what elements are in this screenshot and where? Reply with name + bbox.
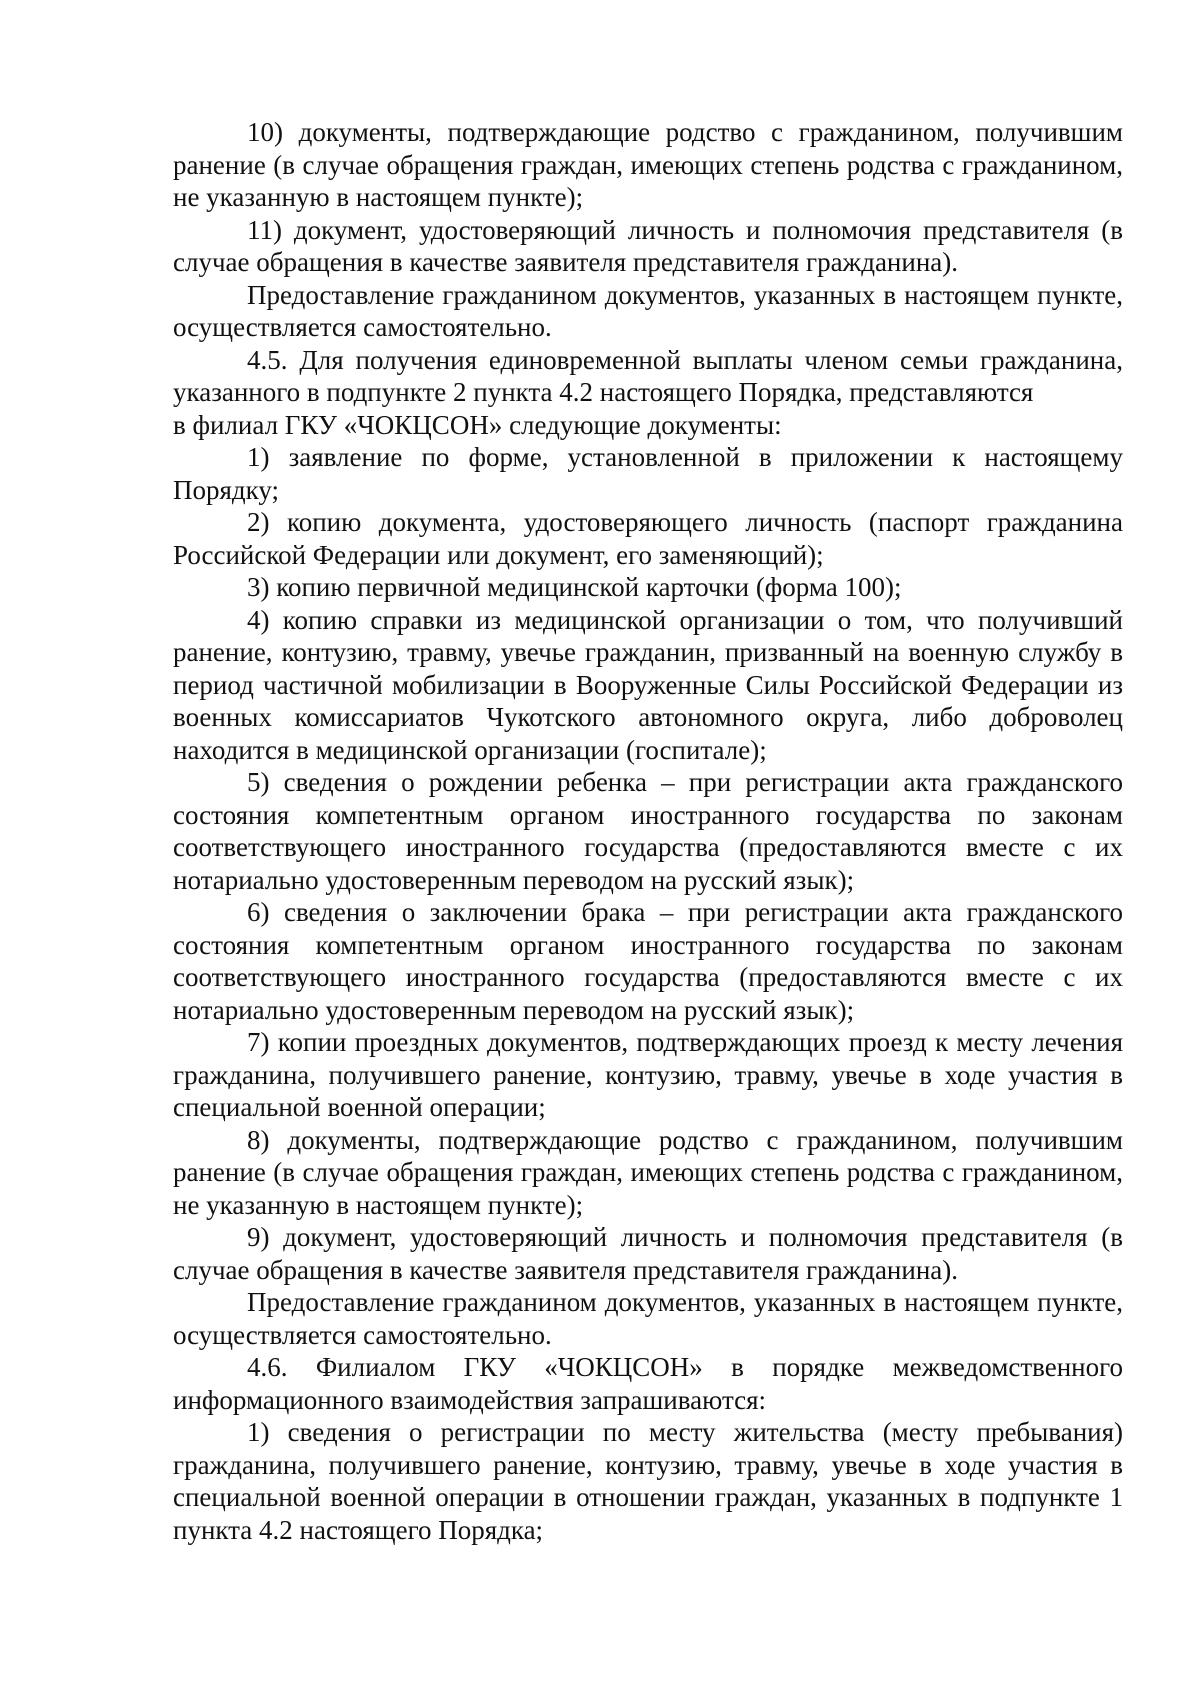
paragraph-item-3: 3) копию первичной медицинской карточки (форма 100);	[247, 572, 902, 602]
paragraph-item-11: 11) документ, удостоверяющий личность и полномочия представителя (в случае обращения в качестве заявителя представителя гражданина).	[173, 214, 1123, 277]
paragraph-item-8: 8) документы, подтверждающие родство с гражданином, получившим ранение (в случае обращения граждан, имеющих степень родства с гражданином, не указанную в настоящем пункте);	[173, 1124, 1123, 1220]
paragraph-clause-4-6-item-1: 1) сведения о регистрации по месту жительства (месту пребывания) гражданина, получившего ранение, контузию, травму, увечье в ходе участия в специальной военной операции в отношении граждан, указанных в подпункте 1 пункта 4.2 настоящего Порядка;	[173, 1417, 1123, 1545]
paragraph-item-9: 9) документ, удостоверяющий личность и полномочия представителя (в случае обращения в качестве заявителя представителя гражданина).	[173, 1222, 1123, 1285]
paragraph-clause-4-6: 4.6. Филиалом ГКУ «ЧОКЦСОН» в порядке межведомственного информационного взаимодействия запрашиваются:	[173, 1352, 1123, 1415]
paragraph-clause-4-5-continued: в филиал ГКУ «ЧОКЦСОН» следующие документы:	[173, 409, 782, 440]
paragraph-self-submission-2: Предоставление гражданином документов, указанных в настоящем пункте, осуществляется самостоятельно.	[173, 1287, 1123, 1350]
paragraph-item-5: 5) сведения о рождении ребенка – при регистрации акта гражданского состояния компетентным органом иностранного государства по законам соответствующего иностранного государства (предоставляются вместе с их нотариально удостоверенным переводом на русский язык);	[173, 767, 1123, 895]
paragraph-item-4: 4) копию справки из медицинской организации о том, что получивший ранение, контузию, травму, увечье гражданин, призванный на военную службу в период частичной мобилизации в Вооруженные Силы Российской Федерации из военных комиссариатов Чукотского автономного округа, либо доброволец находится в медицинской организации (госпитале);	[173, 604, 1123, 765]
paragraph-clause-4-5: 4.5. Для получения единовременной выплаты членом семьи гражданина, указанного в подпункте 2 пункта 4.2 настоящего Порядка, представляются	[173, 344, 1123, 407]
paragraph-self-submission: Предоставление гражданином документов, указанных в настоящем пункте, осуществляется самостоятельно.	[173, 279, 1123, 342]
paragraph-item-1: 1) заявление по форме, установленной в приложении к настоящему Порядку;	[173, 442, 1123, 505]
paragraph-item-6: 6) сведения о заключении брака – при регистрации акта гражданского состояния компетентным органом иностранного государства по законам соответствующего иностранного государства (предоставляются вместе с их нотариально удостоверенным переводом на русский язык);	[173, 897, 1123, 1025]
paragraph-item-10: 10) документы, подтверждающие родство с гражданином, получившим ранение (в случае обращения граждан, имеющих степень родства с гражданином, не указанную в настоящем пункте);	[173, 117, 1123, 212]
document-body	[173, 116, 1123, 1546]
paragraph-item-7: 7) копии проездных документов, подтверждающих проезд к месту лечения гражданина, получившего ранение, контузию, травму, увечье в ходе участия в специальной военной операции;	[173, 1027, 1123, 1122]
paragraph-item-2: 2) копию документа, удостоверяющего личность (паспорт гражданина Российской Федерации или документ, его заменяющий);	[173, 507, 1123, 570]
